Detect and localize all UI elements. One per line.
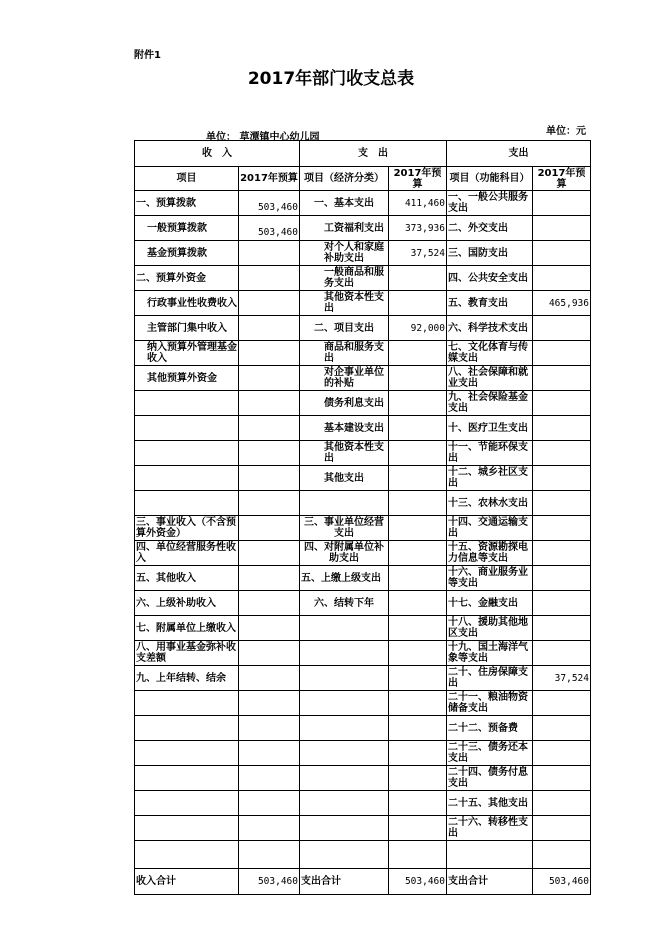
income-budget <box>239 516 300 541</box>
expense-func-item: 三、国防支出 <box>447 241 533 266</box>
expense-func-budget <box>533 466 591 491</box>
table-row <box>135 441 591 466</box>
income-item: 其他预算外资金 <box>135 366 239 391</box>
unit-right: 单位：元 <box>546 126 586 137</box>
expense-func-budget <box>533 391 591 416</box>
income-item: 纳入预算外管理基金收入 <box>135 341 239 366</box>
income-budget <box>239 841 300 869</box>
budget-table <box>134 140 591 895</box>
expense-func-item: 十、医疗卫生支出 <box>447 416 533 441</box>
expense-econ-item: 商品和服务支出 <box>300 341 389 366</box>
income-item: 基金预算拨款 <box>135 241 239 266</box>
expense-func-budget <box>533 566 591 591</box>
income-budget <box>239 291 300 316</box>
total-expense-label: 支出合计 <box>300 869 389 895</box>
expense-func-item: 二十六、转移性支出 <box>447 816 533 841</box>
expense-func-budget <box>533 216 591 241</box>
expense-func-budget <box>533 791 591 816</box>
total-income-label: 收入合计 <box>135 869 239 895</box>
expense-econ-item <box>300 641 389 666</box>
income-item: 二、预算外资金 <box>135 266 239 291</box>
col-budget: 2017年预算 <box>389 167 447 191</box>
col-item-econ: 项目（经济分类） <box>300 167 389 191</box>
expense-func-item: 十四、交通运输支出 <box>447 516 533 541</box>
income-budget <box>239 816 300 841</box>
expense-econ-item: 三、事业单位经营支出 <box>300 516 389 541</box>
expense-econ-item: 一、基本支出 <box>300 191 389 216</box>
expense-econ-item <box>300 491 389 516</box>
expense-econ-item: 其他资本性支出 <box>300 441 389 466</box>
income-item: 行政事业性收费收入 <box>135 291 239 316</box>
income-item <box>135 741 239 766</box>
expense-econ-budget <box>389 816 447 841</box>
expense-econ-item <box>300 741 389 766</box>
expense-func-budget <box>533 441 591 466</box>
expense-func-item: 十八、援助其他地区支出 <box>447 616 533 641</box>
table-row <box>135 491 591 516</box>
expense-func-item: 十二、城乡社区支出 <box>447 466 533 491</box>
expense-func-budget <box>533 766 591 791</box>
expense-func-header: 支出 <box>447 141 591 167</box>
expense-func-budget <box>533 416 591 441</box>
expense-func-budget <box>533 191 591 216</box>
income-header: 收 入 <box>135 141 300 167</box>
table-row <box>135 716 591 741</box>
expense-econ-item: 工资福利支出 <box>300 216 389 241</box>
expense-econ-item: 债务利息支出 <box>300 391 389 416</box>
income-item <box>135 841 239 869</box>
expense-func-budget: 465,936 <box>533 291 591 316</box>
expense-func-item <box>447 841 533 869</box>
income-budget <box>239 441 300 466</box>
expense-func-budget <box>533 491 591 516</box>
expense-func-budget <box>533 841 591 869</box>
expense-econ-item <box>300 716 389 741</box>
income-item: 一般预算拨款 <box>135 216 239 241</box>
income-item <box>135 716 239 741</box>
page-title: 2017年部门收支总表 <box>247 69 415 89</box>
expense-econ-item: 对企事业单位的补贴 <box>300 366 389 391</box>
expense-econ-budget <box>389 541 447 566</box>
table-row <box>135 741 591 766</box>
expense-econ-budget <box>389 666 447 691</box>
expense-econ-budget <box>389 416 447 441</box>
expense-func-item: 六、科学技术支出 <box>447 316 533 341</box>
expense-econ-budget <box>389 566 447 591</box>
expense-econ-item <box>300 666 389 691</box>
income-item: 五、其他收入 <box>135 566 239 591</box>
expense-econ-item <box>300 766 389 791</box>
expense-func-item: 十六、商业服务业等支出 <box>447 566 533 591</box>
income-budget <box>239 616 300 641</box>
expense-func-budget <box>533 341 591 366</box>
expense-func-budget <box>533 741 591 766</box>
expense-econ-budget <box>389 691 447 716</box>
table-row <box>135 191 591 216</box>
col-budget: 2017年预算 <box>239 167 300 191</box>
expense-econ-item: 五、上缴上级支出 <box>300 566 389 591</box>
income-budget <box>239 791 300 816</box>
table-row <box>135 416 591 441</box>
income-budget <box>239 241 300 266</box>
expense-func-item: 九、社会保险基金支出 <box>447 391 533 416</box>
expense-econ-budget <box>389 516 447 541</box>
expense-econ-item: 四、对附属单位补助支出 <box>300 541 389 566</box>
income-item: 九、上年结转、结余 <box>135 666 239 691</box>
income-budget <box>239 716 300 741</box>
expense-econ-item: 其他支出 <box>300 466 389 491</box>
table-row <box>135 266 591 291</box>
expense-func-item: 二十三、债务还本支出 <box>447 741 533 766</box>
income-budget <box>239 691 300 716</box>
income-item <box>135 416 239 441</box>
totals-row <box>135 869 591 895</box>
total-func: 503,460 <box>533 869 591 895</box>
income-item <box>135 391 239 416</box>
table-row <box>135 816 591 841</box>
expense-econ-item <box>300 791 389 816</box>
total-income: 503,460 <box>239 869 300 895</box>
table-row <box>135 666 591 691</box>
expense-func-item: 十九、国土海洋气象等支出 <box>447 641 533 666</box>
expense-func-item: 四、公共安全支出 <box>447 266 533 291</box>
expense-econ-budget <box>389 291 447 316</box>
income-budget <box>239 641 300 666</box>
expense-econ-budget <box>389 466 447 491</box>
income-item <box>135 816 239 841</box>
expense-func-budget <box>533 516 591 541</box>
income-item <box>135 466 239 491</box>
income-item <box>135 791 239 816</box>
expense-func-budget <box>533 716 591 741</box>
expense-func-item: 二十二、预备费 <box>447 716 533 741</box>
expense-func-budget <box>533 366 591 391</box>
table-row <box>135 591 591 616</box>
expense-header: 支 出 <box>300 141 447 167</box>
expense-econ-item: 一般商品和服务支出 <box>300 266 389 291</box>
income-budget <box>239 316 300 341</box>
unit-left: 单位： 草潭镇中心幼儿园 <box>206 132 320 143</box>
expense-econ-item <box>300 616 389 641</box>
income-item: 三、事业收入（不含预算外资金） <box>135 516 239 541</box>
income-item: 四、单位经营服务性收入 <box>135 541 239 566</box>
table-row <box>135 241 591 266</box>
col-budget: 2017年预算 <box>533 167 591 191</box>
expense-econ-budget: 92,000 <box>389 316 447 341</box>
expense-econ-budget <box>389 366 447 391</box>
table-row <box>135 791 591 816</box>
table-row <box>135 841 591 869</box>
expense-econ-item: 二、项目支出 <box>300 316 389 341</box>
expense-func-item: 十三、农林水支出 <box>447 491 533 516</box>
expense-func-item: 八、社会保障和就业支出 <box>447 366 533 391</box>
expense-econ-budget <box>389 391 447 416</box>
total-func-label: 支出合计 <box>447 869 533 895</box>
expense-econ-budget <box>389 641 447 666</box>
income-budget <box>239 391 300 416</box>
income-budget <box>239 541 300 566</box>
income-budget <box>239 566 300 591</box>
expense-func-budget <box>533 241 591 266</box>
income-budget <box>239 466 300 491</box>
table-row <box>135 316 591 341</box>
expense-func-item: 十五、资源勘探电力信息等支出 <box>447 541 533 566</box>
expense-econ-budget <box>389 591 447 616</box>
expense-econ-item: 六、结转下年 <box>300 591 389 616</box>
expense-econ-item <box>300 816 389 841</box>
expense-func-item: 二十五、其他支出 <box>447 791 533 816</box>
expense-econ-budget: 411,460 <box>389 191 447 216</box>
expense-func-item: 十七、金融支出 <box>447 591 533 616</box>
income-budget <box>239 416 300 441</box>
income-item <box>135 766 239 791</box>
table-row <box>135 691 591 716</box>
income-budget <box>239 766 300 791</box>
table-row <box>135 566 591 591</box>
table-row <box>135 216 591 241</box>
income-budget <box>239 366 300 391</box>
expense-econ-budget <box>389 491 447 516</box>
expense-econ-budget <box>389 266 447 291</box>
expense-func-budget: 37,524 <box>533 666 591 691</box>
income-item: 七、附属单位上缴收入 <box>135 616 239 641</box>
col-item: 项目 <box>135 167 239 191</box>
expense-func-item: 二十一、粮油物资储备支出 <box>447 691 533 716</box>
income-budget <box>239 266 300 291</box>
expense-econ-budget <box>389 791 447 816</box>
expense-func-budget <box>533 641 591 666</box>
expense-econ-budget <box>389 341 447 366</box>
expense-econ-item <box>300 691 389 716</box>
table-row <box>135 616 591 641</box>
expense-func-budget <box>533 316 591 341</box>
expense-func-item: 二十四、债务付息支出 <box>447 766 533 791</box>
income-item <box>135 441 239 466</box>
table-row <box>135 366 591 391</box>
income-budget: 503,460 <box>239 191 300 216</box>
expense-econ-budget <box>389 841 447 869</box>
expense-econ-budget: 37,524 <box>389 241 447 266</box>
expense-func-item: 十一、节能环保支出 <box>447 441 533 466</box>
table-row <box>135 766 591 791</box>
expense-econ-budget <box>389 766 447 791</box>
table-row <box>135 341 591 366</box>
table-row <box>135 516 591 541</box>
table-row <box>135 541 591 566</box>
table-row <box>135 391 591 416</box>
expense-func-item: 一、一般公共服务支出 <box>447 191 533 216</box>
expense-func-item: 五、教育支出 <box>447 291 533 316</box>
income-item: 一、预算拨款 <box>135 191 239 216</box>
expense-econ-item: 其他资本性支出 <box>300 291 389 316</box>
income-item: 主管部门集中收入 <box>135 316 239 341</box>
expense-econ-item: 对个人和家庭补助支出 <box>300 241 389 266</box>
expense-econ-budget <box>389 716 447 741</box>
expense-func-budget <box>533 616 591 641</box>
income-item: 六、上级补助收入 <box>135 591 239 616</box>
expense-func-budget <box>533 591 591 616</box>
expense-func-budget <box>533 691 591 716</box>
expense-func-budget <box>533 816 591 841</box>
income-budget <box>239 341 300 366</box>
expense-func-budget <box>533 266 591 291</box>
income-budget <box>239 666 300 691</box>
expense-func-item: 二十、住房保障支出 <box>447 666 533 691</box>
income-budget <box>239 591 300 616</box>
table-row <box>135 466 591 491</box>
expense-func-item: 二、外交支出 <box>447 216 533 241</box>
attachment-label: 附件1 <box>134 50 161 61</box>
total-expense: 503,460 <box>389 869 447 895</box>
expense-econ-item: 基本建设支出 <box>300 416 389 441</box>
expense-func-item: 七、文化体育与传媒支出 <box>447 341 533 366</box>
expense-econ-budget: 373,936 <box>389 216 447 241</box>
expense-econ-budget <box>389 441 447 466</box>
income-item <box>135 691 239 716</box>
expense-econ-item <box>300 841 389 869</box>
table-row <box>135 291 591 316</box>
income-item: 八、用事业基金弥补收支差额 <box>135 641 239 666</box>
expense-func-budget <box>533 541 591 566</box>
expense-econ-budget <box>389 616 447 641</box>
col-item-func: 项目（功能科目） <box>447 167 533 191</box>
table-row <box>135 641 591 666</box>
income-item <box>135 491 239 516</box>
income-budget <box>239 491 300 516</box>
expense-econ-budget <box>389 741 447 766</box>
income-budget <box>239 741 300 766</box>
income-budget: 503,460 <box>239 216 300 241</box>
